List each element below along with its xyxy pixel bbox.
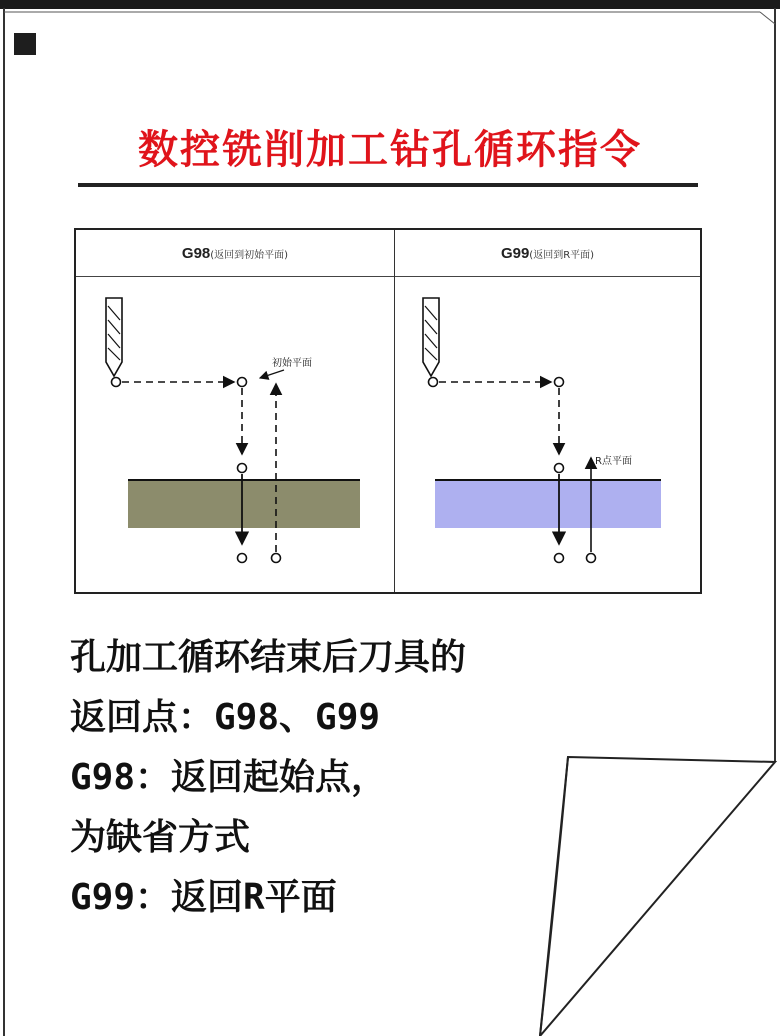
top-bar — [0, 0, 780, 9]
g98-note: (返回到初始平面) — [210, 250, 289, 261]
g99-workpiece — [435, 480, 661, 528]
body-line-4: 为缺省方式 — [70, 817, 251, 858]
g99-plane-label: R点平面 — [595, 456, 632, 467]
g98-workpiece — [128, 480, 360, 528]
g99-note: (返回到R平面) — [529, 250, 595, 261]
g98-plane-label: 初始平面 — [272, 358, 312, 369]
drill-cycle-figure — [74, 228, 702, 594]
drill-bit-icon — [106, 298, 122, 376]
body-line-5: G99：返回R平面 — [70, 877, 337, 918]
body-line-2: 返回点：G98、G99 — [70, 697, 381, 738]
panel-g99-header — [395, 230, 700, 277]
body-line-3: G98：返回起始点， — [70, 757, 388, 798]
body-text — [70, 628, 466, 928]
g99-diagram — [395, 276, 700, 592]
panel-g98 — [76, 230, 395, 592]
body-line-1: 孔加工循环结束后刀具的 — [70, 637, 467, 678]
page-curl — [540, 757, 780, 1036]
g99-code: G99 — [500, 245, 530, 262]
title-divider — [78, 183, 698, 187]
page-title: 数控铣削加工钻孔循环指令 — [138, 126, 642, 173]
drill-bit-icon — [423, 298, 439, 376]
panel-g98-header — [76, 230, 394, 277]
corner-marker — [14, 33, 36, 55]
panel-g99 — [395, 230, 700, 592]
g98-diagram — [76, 276, 394, 592]
g98-code: G98 — [181, 245, 211, 262]
